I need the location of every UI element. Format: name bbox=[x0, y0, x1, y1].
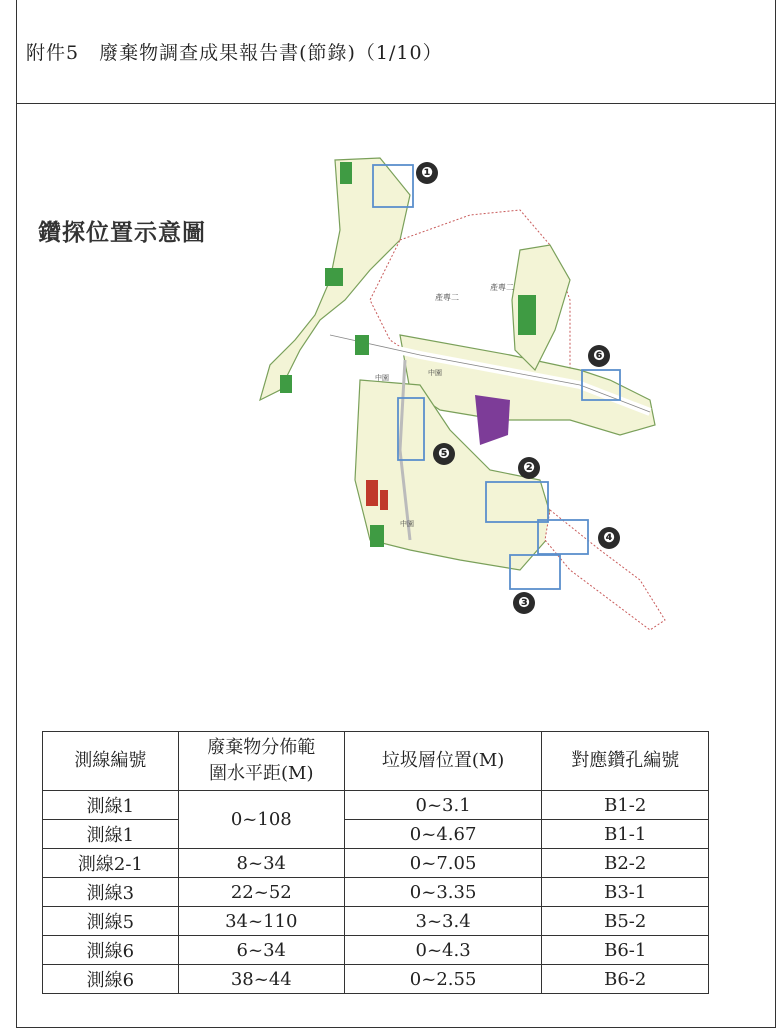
header-range-line2: 圍水平距(M) bbox=[209, 763, 314, 784]
cell-bore: B1-2 bbox=[542, 791, 709, 820]
map-green-5 bbox=[370, 525, 384, 547]
cell-line: 測線2-1 bbox=[43, 849, 179, 878]
table-row bbox=[43, 878, 709, 907]
map-green-4 bbox=[355, 335, 369, 355]
table-row bbox=[43, 936, 709, 965]
cell-layer: 3~3.4 bbox=[344, 907, 542, 936]
map-title: 鑽探位置示意圖 bbox=[38, 220, 206, 246]
marker-5: ❺ bbox=[433, 443, 455, 465]
map-red-zone-2 bbox=[380, 490, 388, 510]
cell-line: 測線6 bbox=[43, 936, 179, 965]
map-green-1 bbox=[340, 162, 352, 184]
table-row bbox=[43, 965, 709, 994]
cell-range: 6~34 bbox=[178, 936, 344, 965]
map-green-2 bbox=[325, 268, 343, 286]
map-green-3 bbox=[518, 295, 536, 335]
map-purple-zone bbox=[475, 395, 510, 445]
cell-range: 34~110 bbox=[178, 907, 344, 936]
zone-label-3: 中園 bbox=[375, 374, 389, 382]
survey-table bbox=[42, 731, 709, 994]
header-range bbox=[178, 732, 344, 791]
cell-layer: 0~4.3 bbox=[344, 936, 542, 965]
cell-range: 38~44 bbox=[178, 965, 344, 994]
zone-label-4: 中園 bbox=[428, 369, 442, 377]
cell-bore: B5-2 bbox=[542, 907, 709, 936]
cell-line: 測線6 bbox=[43, 965, 179, 994]
cell-range: 0~108 bbox=[178, 791, 344, 849]
cell-layer: 0~3.35 bbox=[344, 878, 542, 907]
cell-bore: B6-1 bbox=[542, 936, 709, 965]
site-map bbox=[250, 150, 670, 650]
marker-3: ❸ bbox=[513, 592, 535, 614]
cell-bore: B3-1 bbox=[542, 878, 709, 907]
cell-range: 22~52 bbox=[178, 878, 344, 907]
cell-layer: 0~3.1 bbox=[344, 791, 542, 820]
cell-line: 測線5 bbox=[43, 907, 179, 936]
zone-label-5: 中園 bbox=[400, 520, 414, 528]
header-layer: 垃圾層位置(M) bbox=[344, 732, 542, 791]
table-row bbox=[43, 820, 709, 849]
cell-layer: 0~7.05 bbox=[344, 849, 542, 878]
cell-bore: B1-1 bbox=[542, 820, 709, 849]
marker-6: ❻ bbox=[588, 345, 610, 367]
cell-line: 測線1 bbox=[43, 791, 179, 820]
marker-1: ❶ bbox=[416, 162, 438, 184]
header-range-line1: 廢棄物分佈範 bbox=[207, 737, 316, 758]
table-row bbox=[43, 791, 709, 820]
table-header-row bbox=[43, 732, 709, 791]
map-green-6 bbox=[280, 375, 292, 393]
header-divider bbox=[16, 103, 776, 104]
cell-bore: B6-2 bbox=[542, 965, 709, 994]
cell-range: 8~34 bbox=[178, 849, 344, 878]
cell-layer: 0~4.67 bbox=[344, 820, 542, 849]
site-map-drawing bbox=[250, 150, 670, 650]
cell-layer: 0~2.55 bbox=[344, 965, 542, 994]
document-title: 附件5 廢棄物調查成果報告書(節錄)（1/10） bbox=[26, 42, 443, 64]
header-line-id: 測線編號 bbox=[43, 732, 179, 791]
cell-line: 測線3 bbox=[43, 878, 179, 907]
marker-4: ❹ bbox=[598, 527, 620, 549]
table-row bbox=[43, 907, 709, 936]
zone-label-2: 產專二 bbox=[490, 283, 514, 292]
marker-2: ❷ bbox=[518, 457, 540, 479]
table-row bbox=[43, 849, 709, 878]
map-red-zone bbox=[366, 480, 378, 506]
zone-label-1: 產專二 bbox=[435, 293, 459, 302]
cell-line: 測線1 bbox=[43, 820, 179, 849]
cell-bore: B2-2 bbox=[542, 849, 709, 878]
header-bore: 對應鑽孔編號 bbox=[542, 732, 709, 791]
